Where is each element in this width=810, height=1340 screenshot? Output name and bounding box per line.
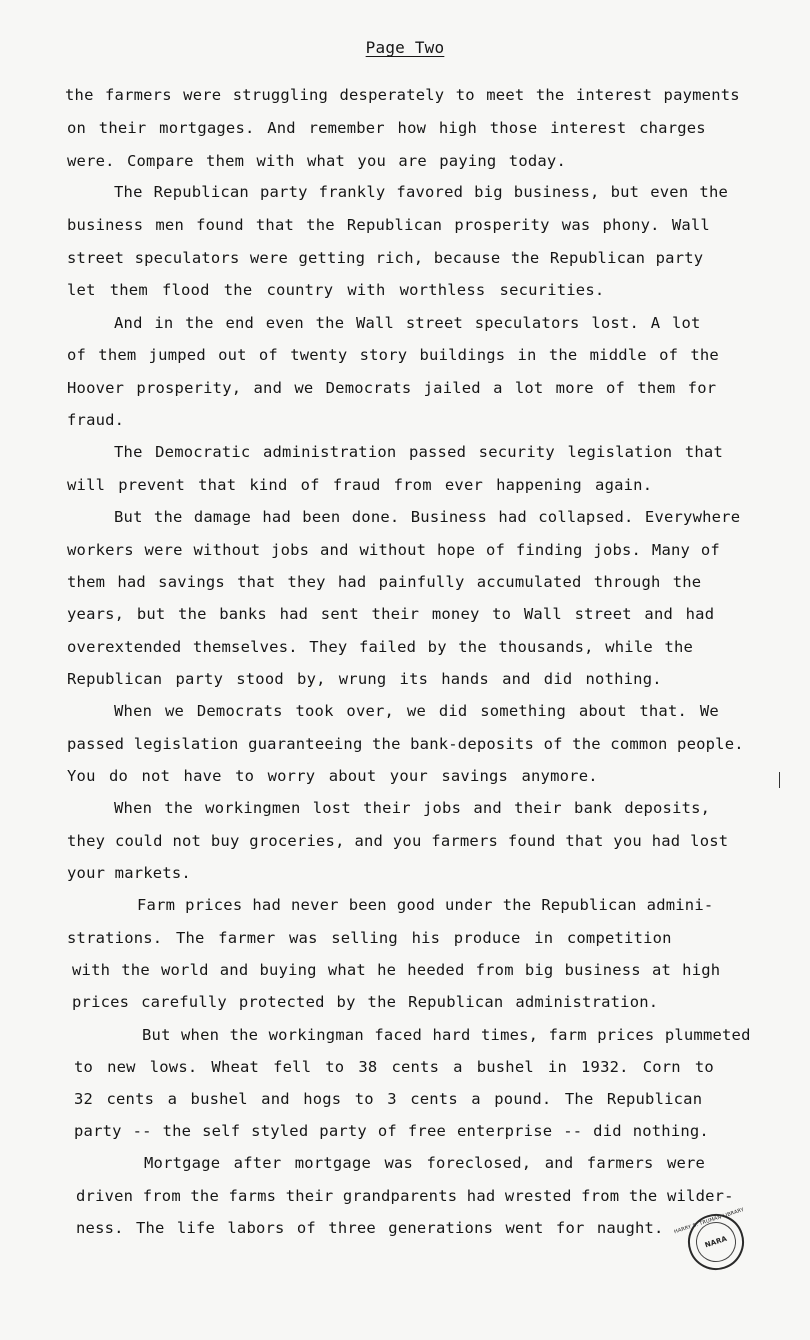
archive-stamp-inner-ring xyxy=(673,1206,745,1267)
text-line-18: overextended themselves. They failed by the thousands, while the xyxy=(67,638,694,656)
text-line-20: When we Democrats took over, we did something about that. We xyxy=(114,702,719,720)
text-line-2: on their mortgages. And remember how high those interest charges xyxy=(67,119,706,137)
text-line-29: prices carefully protected by the Republican administration. xyxy=(72,993,659,1011)
text-line-17: years, but the banks had sent their money to Wall street and had xyxy=(67,605,715,623)
text-line-9: of them jumped out of twenty story buildings in the middle of the xyxy=(67,346,719,364)
text-line-14: But the damage had been done. Business had collapsed. Everywhere xyxy=(114,508,741,526)
text-line-13: will prevent that kind of fraud from ever happening again. xyxy=(67,476,653,494)
page-title: Page Two xyxy=(365,38,445,57)
text-line-27: strations. The farmer was selling his produce in competition xyxy=(67,929,672,947)
archive-stamp xyxy=(673,1206,752,1278)
text-line-31: to new lows. Wheat fell to 38 cents a bushel in 1932. Corn to xyxy=(74,1058,714,1076)
text-line-33: party -- the self styled party of free enterprise -- did nothing. xyxy=(74,1122,709,1140)
text-line-19: Republican party stood by, wrung its hands and did nothing. xyxy=(67,670,662,688)
text-line-4: The Republican party frankly favored big business, but even the xyxy=(114,183,729,201)
text-line-7: let them flood the country with worthless securities. xyxy=(67,281,605,299)
text-line-1: the farmers were struggling desperately to meet the interest payments xyxy=(65,86,740,104)
text-line-10: Hoover prosperity, and we Democrats jailed a lot more of them for xyxy=(67,379,717,397)
text-line-34: Mortgage after mortgage was foreclosed, and farmers were xyxy=(144,1154,706,1172)
text-line-36: ness. The life labors of three generations went for naught. xyxy=(76,1219,664,1237)
text-line-22: You do not have to worry about your savings anymore. xyxy=(67,767,598,785)
text-line-16: them had savings that they had painfully accumulated through the xyxy=(67,573,702,591)
text-line-12: The Democratic administration passed security legislation that xyxy=(114,443,723,461)
archive-stamp-ring-text: HARRY S. TRUMAN LIBRARY xyxy=(673,1206,745,1236)
text-line-3: were. Compare them with what you are paying today. xyxy=(67,152,566,170)
text-line-8: And in the end even the Wall street speculators lost. A lot xyxy=(114,314,701,332)
text-line-6: street speculators were getting rich, because the Republican party xyxy=(67,249,704,267)
text-line-26: Farm prices had never been good under the Republican admini- xyxy=(137,896,714,914)
text-line-32: 32 cents a bushel and hogs to 3 cents a pound. The Republican xyxy=(74,1090,703,1108)
text-line-5: business men found that the Republican prosperity was phony. Wall xyxy=(67,216,710,234)
text-line-24: they could not buy groceries, and you farmers found that you had lost xyxy=(67,832,729,850)
text-line-11: fraud. xyxy=(67,411,125,429)
text-line-25: your markets. xyxy=(67,864,191,882)
archive-stamp-center-text: NARA xyxy=(703,1234,729,1250)
stray-pen-mark xyxy=(779,772,780,788)
text-line-30: But when the workingman faced hard times, farm prices plummeted xyxy=(142,1026,751,1044)
text-line-21: passed legislation guaranteeing the bank-deposits of the common people. xyxy=(67,735,744,753)
text-line-35: driven from the farms their grandparents had wrested from the wilder- xyxy=(76,1187,734,1205)
text-line-28: with the world and buying what he heeded from big business at high xyxy=(72,961,721,979)
text-line-15: workers were without jobs and without hope of finding jobs. Many of xyxy=(67,541,720,559)
text-line-23: When the workingmen lost their jobs and their bank deposits, xyxy=(114,799,711,817)
